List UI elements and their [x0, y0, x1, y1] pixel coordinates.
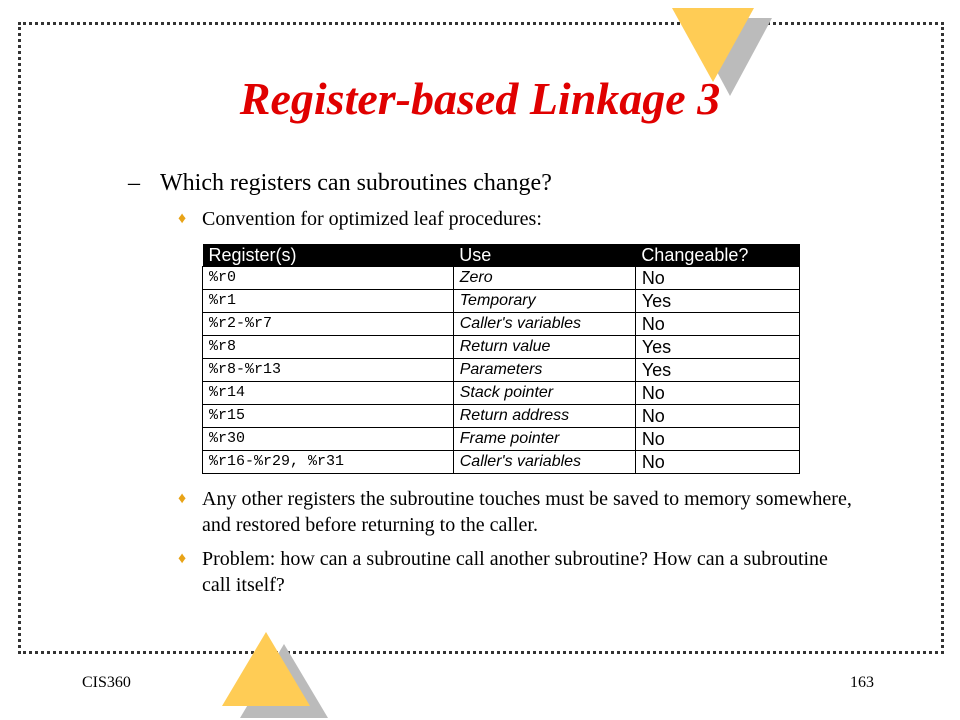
bullet-text: Convention for optimized leaf procedures: — [202, 208, 542, 230]
table-row — [203, 290, 800, 313]
column-header: Changeable? — [635, 244, 799, 267]
changeable-cell: Yes — [635, 290, 799, 313]
triangle-decoration-bottom — [220, 628, 340, 720]
column-header: Register(s) — [203, 244, 454, 267]
diamond-bullet-icon: ♦ — [178, 210, 187, 227]
question-line — [128, 170, 552, 197]
bullet-item — [180, 206, 542, 232]
table-row — [203, 405, 800, 428]
diamond-bullet-icon: ♦ — [178, 550, 187, 567]
register-table — [202, 244, 800, 474]
changeable-cell: Yes — [635, 359, 799, 382]
register-cell: %r8-%r13 — [203, 359, 454, 382]
column-header: Use — [453, 244, 635, 267]
use-cell: Caller's variables — [453, 451, 635, 474]
changeable-cell: No — [635, 382, 799, 405]
register-cell: %r1 — [203, 290, 454, 313]
changeable-cell: No — [635, 313, 799, 336]
bullet-text: Any other registers the subroutine touches must be saved to memory somewhere, and restored before returning to the caller. — [202, 488, 852, 536]
table-row — [203, 336, 800, 359]
footer-course: CIS360 — [82, 674, 131, 691]
register-cell: %r14 — [203, 382, 454, 405]
use-cell: Temporary — [453, 290, 635, 313]
bullet-text: Problem: how can a subroutine call another subroutine? How can a subroutine call itself? — [202, 548, 828, 596]
register-cell: %r2-%r7 — [203, 313, 454, 336]
register-cell: %r16-%r29, %r31 — [203, 451, 454, 474]
bullet-item — [180, 546, 860, 598]
slide-title: Register-based Linkage 3 — [239, 73, 721, 124]
changeable-cell: No — [635, 451, 799, 474]
changeable-cell: No — [635, 267, 799, 290]
table-row — [203, 428, 800, 451]
question-text: Which registers can subroutines change? — [160, 170, 552, 196]
register-cell: %r8 — [203, 336, 454, 359]
use-cell: Zero — [453, 267, 635, 290]
use-cell: Return value — [453, 336, 635, 359]
changeable-cell: No — [635, 405, 799, 428]
table-row — [203, 313, 800, 336]
table-row — [203, 359, 800, 382]
bullet-item — [180, 486, 860, 538]
register-cell: %r15 — [203, 405, 454, 428]
use-cell: Return address — [453, 405, 635, 428]
table-row — [203, 451, 800, 474]
use-cell: Parameters — [453, 359, 635, 382]
changeable-cell: No — [635, 428, 799, 451]
table-row — [203, 267, 800, 290]
use-cell: Frame pointer — [453, 428, 635, 451]
changeable-cell: Yes — [635, 336, 799, 359]
register-cell: %r30 — [203, 428, 454, 451]
use-cell: Stack pointer — [453, 382, 635, 405]
dash-marker: – — [128, 170, 140, 196]
use-cell: Caller's variables — [453, 313, 635, 336]
diamond-bullet-icon: ♦ — [178, 490, 187, 507]
table-row — [203, 382, 800, 405]
footer-page-number: 163 — [850, 674, 874, 691]
register-cell: %r0 — [203, 267, 454, 290]
table-header-row — [203, 244, 800, 267]
